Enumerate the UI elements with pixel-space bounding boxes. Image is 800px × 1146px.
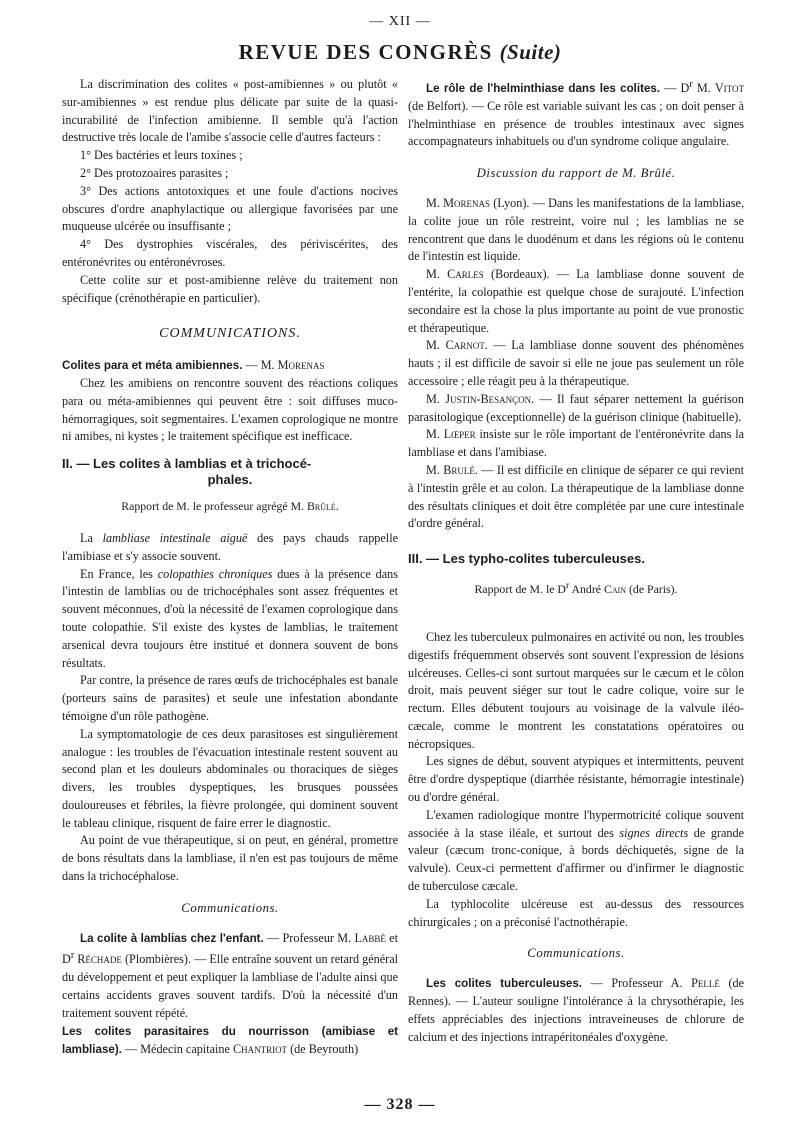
- author-name: Vitot: [714, 81, 745, 96]
- communication-text: Chez les amibiens on rencontre souvent des réactions coliques para ou méta-amibiennes qui peuvent être : soit diffuses muco-hémorragiques, soit segmentaires. L'examen coprologique ne montre ni amibes, ni kystes ; le traitement spécifique est inefficace.: [62, 375, 398, 444]
- communications-subheading: Communications.: [527, 946, 625, 961]
- discussion-entry: M. Morenas (Lyon). — Dans les manifestations de la lambliase, la colite joue un rôle restreint, voire nul ; les lamblias ne se rencontrent que dans le duodénum et dans les régions où le contenu de l'intestin est liquide.: [408, 196, 744, 264]
- body-paragraph: Les signes de début, souvent atypiques et intermittents, peuvent être d'ordre dyspeptique (diarrhée résistante, hémorragie intestinale) ou d'ordre général.: [408, 754, 744, 805]
- discussion-entry: M. Carnot. — La lambliase donne souvent des phénomènes hauts ; il est difficile de savoir si elle ne joue pas seulement un rôle accessoire ; elle réagit peu à la thérapeutique.: [408, 338, 745, 389]
- communication-entry: Les colites parasitaires du nourrisson (amibiase et lambliase). — Médecin capitaine Chantriot (de Beyrouth): [62, 1024, 398, 1056]
- page-roman-number: — XII —: [369, 14, 431, 29]
- body-paragraph: La symptomatologie de ces deux parasitoses est singulièrement analogue : les troubles de l'évacuation intestinale restent souvent au second plan et les douleurs abdominales ou thoraciques de sièges divers, les troubles dyspeptiques, les brusques poussées douloureuses et fébriles, la fièvre prolongée, qui dominent souvent le tableau clinique, risquent de faire errer le diagnostic.: [62, 726, 398, 830]
- intro-paragraph: La discrimination des colites « post-amibiennes » ou plutôt « sur-amibiennes » est rendue plus délicate par suite de la quasi-incurabilité de l'infection amibienne. Il semble qu'à l'action destructive très locale de l'amibe s'associe celle d'autres facteurs :: [62, 77, 398, 145]
- discussion-entry: M. Justin-Besançon. — Il faut séparer nettement la guérison parasitologique (exceptionnelle) de la guérison clinique (habituelle).: [408, 391, 744, 424]
- body-paragraph: L'examen radiologique montre l'hypermotricité colique souvent associée à la stase iléale, et surtout des signes directs de grande valeur (cæcum tronc-conique, à bords déchiquetés, signe de la valvule). Ceux-ci permettent d'affirmer ou d'infirmer le diagnostic de tuberculose cæcale.: [408, 807, 744, 894]
- body-paragraph: Au point de vue thérapeutique, si on peut, en général, promettre de bons résultats dans la lambliase, il n'en est pas toujours de même dans la trichocéphalose.: [62, 833, 398, 884]
- factor-item: 4° Des dystrophies viscérales, des périviscérites, des entéronévrites ou entéronévroses.: [62, 237, 398, 269]
- left-column: [62, 76, 398, 1058]
- author-name: Lœper: [443, 427, 476, 442]
- author-name: Justin-Besançon: [445, 391, 532, 406]
- body-paragraph: En France, les colopathies chroniques dues à la présence dans l'intestin de lamblias ou de trichocéphales sont assez fréquentes et souvent méconnues, d'où la nécessité de l'examen coprologique dans toute colopathie. S'il existe des kystes de lamblias, le traitement arsenical devra toujours être institué et donnera souvent de bons résultats.: [62, 566, 398, 670]
- communication-title: La colite à lamblias chez l'enfant.: [80, 931, 264, 945]
- communication-title: Les colites tuberculeuses.: [426, 977, 583, 991]
- author-name: Morenas: [277, 358, 325, 373]
- discussion-heading: Discussion du rapport de M. Brûlé.: [476, 166, 676, 181]
- communication-entry: Colites para et méta amibiennes. — M. Morenas: [62, 358, 325, 373]
- page-number: — 328 —: [364, 1096, 436, 1113]
- title-suffix: (Suite): [499, 40, 562, 64]
- body-paragraph: La lambliase intestinale aiguë des pays chauds rappelle l'amibiase et s'y associe souvent.: [62, 530, 398, 563]
- author-name: Labbé: [354, 930, 386, 945]
- author-name: Brûlé: [307, 499, 336, 514]
- running-title: [0, 40, 800, 65]
- section-heading-part-2: II. — Les colites à lamblias et à trichocé- phales.: [62, 456, 312, 488]
- intro-conclusion: Cette colite sur et post-amibienne relève du traitement non spécifique (crénothérapie en particulier).: [62, 272, 398, 305]
- author-name: Pellé: [691, 976, 720, 991]
- body-paragraph: Par contre, la présence de rares œufs de trichocéphales est banale (porteurs sains de parasites) et seule une infestation abondante témoigne d'un rôle pathogène.: [62, 673, 398, 723]
- right-column: [408, 76, 744, 1046]
- author-name: Morenas: [443, 196, 490, 211]
- body-paragraph: Chez les tuberculeux pulmonaires en activité ou non, les troubles digestifs fréquemment observés sont souvent l'expression de lésions ulcéreuses. Celles-ci sont surtout marquées sur le cæcum et le côlon droit, mais peuvent siéger sur tout le cadre colique, voire sur le rectum. Elles débutent toujours au voisinage de la valvule iléo-cæcale, comme le montrent les constatations opératoires ou nécropsiques.: [408, 629, 744, 751]
- communication-title: Les colites parasitaires du nourrisson (amibiase et lambliase).: [62, 1024, 398, 1056]
- author-name: Brulé: [443, 463, 475, 477]
- communication-entry: La colite à lamblias chez l'enfant. — Professeur M. Labbé et $D^r$ Réchade (Plombières). — Elle entraîne souvent un retard général du développement et peut expliquer la lambliase de l'adulte ainsi que certains accidents graves souvent tardifs. D'où la nécessité d'un traitement souvent répété.: [62, 930, 398, 1020]
- factor-item: 2° Des protozoaires parasites ;: [80, 165, 229, 180]
- communication-entry: Le rôle de l'helminthiase dans les colites. — $D^r$ M. Vitot (de Belfort). — Ce rôle est variable suivant les cas ; on doit penser à l'helminthiase en présence de troubles intestinaux avec signes accompagnateurs inhabituels ou d'un syndrome colique angulaire.: [408, 79, 745, 149]
- body-paragraph: La typhlocolite ulcéreuse est au-dessus des ressources chirurgicales ; on a préconisé l'actnothérapie.: [408, 896, 744, 929]
- communications-heading: COMMUNICATIONS.: [159, 326, 301, 342]
- section-heading-part-3: III. — Les typho-colites tuberculeuses.: [408, 551, 645, 567]
- author-name: Cain: [603, 582, 627, 597]
- factor-item: 1° Des bactéries et leurs toxines ;: [80, 148, 243, 163]
- discussion-entry: M. Carles (Bordeaux). — La lambliase donne souvent de l'entérite, la colopathie est quelque chose de surajouté. L'infection secondaire est la chose la plus importante au point de vue pronostic et thérapeutique.: [408, 267, 744, 335]
- author-name: Carles: [447, 267, 484, 282]
- communication-entry: Les colites tuberculeuses. — Professeur A. Pellé (de Rennes). — L'auteur souligne l'intolérance à la chrysothérapie, les effets appréciables des injections intraveineuses de chlorure de calcium et des injections intrapéritonéales d'oxygène.: [408, 976, 745, 1044]
- discussion-entry: M. Brulé. — Il est difficile en clinique de séparer ce qui revient à l'intestin grêle et au colon. La thérapeutique de la lambliase donne des résultats cliniques et doit être complétée par une cure intestinale d'ordre général.: [408, 463, 745, 531]
- author-name: Chantriot: [232, 1041, 288, 1056]
- author-name: Carnot: [445, 338, 485, 353]
- discussion-entry: M. Lœper insiste sur le rôle important de l'entéronévrite dans la lambliase et dans l'amibiase.: [408, 427, 744, 460]
- communications-subheading: Communications.: [181, 900, 279, 915]
- communication-title: Le rôle de l'helminthiase dans les colites.: [426, 82, 661, 96]
- rapport-line: Rapport de M. le professeur agrégé M. Brûlé.: [121, 499, 339, 514]
- rapport-line: Rapport de M. le $D^r$ André Cain (de Paris).: [474, 580, 678, 597]
- communication-title: Colites para et méta amibiennes.: [62, 359, 243, 373]
- author-name: Réchade: [77, 952, 122, 967]
- journal-title: REVUE DES CONGRÈS: [238, 40, 493, 64]
- factor-item: 3° Des actions antotoxiques et une foule d'actions nocives obscures d'ordre anaphylactique ou allergique favorisées par une muqueuse ulcérée ou insuffisante ;: [62, 183, 398, 234]
